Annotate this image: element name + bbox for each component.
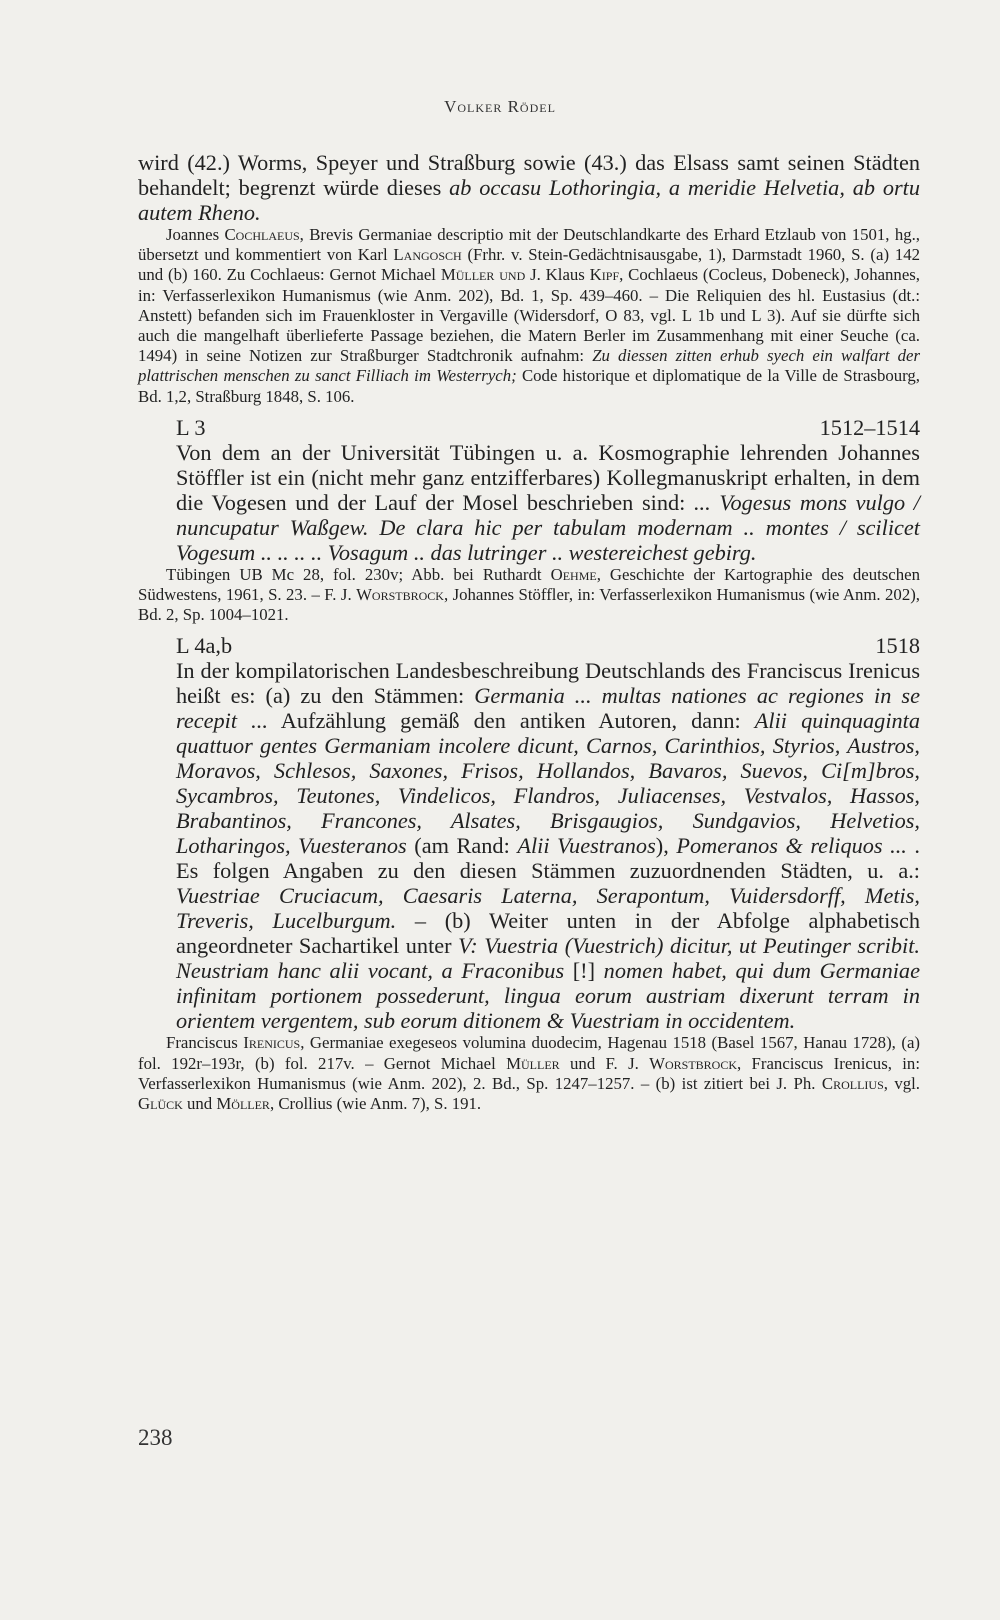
note-text: Franciscus <box>166 1033 244 1053</box>
entry-text: In der kompilatorischen Landesbeschreibung Deutschlands des Franciscus Irenicus heißt es: (a) zu den Stämmen: <box>176 658 920 709</box>
author-name: Möller <box>216 1094 270 1114</box>
author-name: Müller <box>506 1053 560 1073</box>
top-text: wird (42.) Worms, Speyer und Straßburg sowie (43.) das Elsass samt seinen Städten behandelt; begrenzt würde dieses <box>138 150 920 200</box>
note-text: Tübingen UB Mc 28, fol. 230v; Abb. bei Ruthardt <box>166 564 551 584</box>
top-paragraph <box>138 150 920 225</box>
note-text: (Frhr. v. Stein-Gedächtnisausgabe, 1), Darmstadt 1960, S. (a) 142 und (b) 160. Zu Cochlaeus: Gernot Michael <box>138 245 920 285</box>
author-name: Worstbrock <box>649 1053 738 1073</box>
note-text: , Franciscus Irenicus, in: Verfasserlexikon Humanismus (wie Anm. 202), 2. Bd., Sp. 1247–1257. – (b) ist zitiert bei J. Ph. <box>138 1053 920 1093</box>
page-number: 238 <box>138 1425 173 1450</box>
note-latin: Zu diessen zitten erhub syech ein walfart der plattrischen menschen zu sanct Filliach im Westerrych; <box>138 346 920 386</box>
entry-latin: ... Vogesus mons vulgo / nuncupatur Waßgew. De clara hic per tabulam modernam .. montes / scilicet Vogesum .. .. .. .. Vosagum .. das lutringer .. westereichest gebirg. <box>176 489 920 565</box>
running-head: Volker Rödel <box>444 97 556 116</box>
entry-latin: Alii quinquaginta quattuor gentes Germaniam incolere dicunt, Carnos, Carinthios, Styrios, Austros, Moravos, Schlesos, Saxones, Frisos, Hollandos, Bavaros, Suevos, Ci[m]bros, Sycambros, Teutones, Vindelicos, Flandros, Juliacenses, Vestvalos, Hassos, Brabantinos, Francones, Alsates, Brisgaugios, Sundgavios, Helvetios, Lotharingos, Vuesteranos <box>176 708 921 859</box>
author-name: Cochlaeus <box>224 225 300 244</box>
entry-text: – (b) Weiter unten in der Abfolge alphabetisch angeordneter Sachartikel unter <box>176 908 920 959</box>
entry-id: L 4a,b <box>176 633 233 659</box>
note-text: und F. J. <box>559 1053 650 1073</box>
entry-heading-l4 <box>138 633 920 658</box>
entry-latin: Vuestriae Cruciacum, Caesaris Laterna, Serapontum, Vuidersdorff, Metis, Treveris, Lucelburgum. <box>176 883 920 934</box>
note-text: J. Klaus <box>525 265 590 285</box>
entry-body-l3 <box>138 440 920 565</box>
note-text: , vgl. <box>883 1073 921 1093</box>
note-text: , Brevis Germaniae descriptio mit der Deutschlandkarte des Erhard Etzlaub von 1501, hg., übersetzt und kommentiert von Karl <box>138 225 920 265</box>
entry-id: L 3 <box>176 414 206 440</box>
entry-text: . Es folgen Angaben zu den diesen Stämmen zuzuordnenden Städten, u. a.: <box>176 833 920 884</box>
note-text: Joannes <box>166 225 225 244</box>
author-name: Irenicus <box>243 1033 301 1053</box>
author-name: Oehme <box>550 564 597 584</box>
entry-text: ), <box>655 833 677 859</box>
author-name: Kipf <box>589 265 620 285</box>
author-name: Crollius <box>821 1073 884 1093</box>
footnote-l3 <box>138 565 920 626</box>
entry-latin: Alii Vuestranos <box>517 833 656 859</box>
page-content <box>138 150 920 1114</box>
author-name: Müller und <box>440 265 526 285</box>
entry-year: 1518 <box>875 633 920 659</box>
entry-text: Aufzählung gemäß den antiken Autoren, dann: <box>267 708 755 734</box>
entry-heading-l3 <box>138 415 920 440</box>
entry-latin: nomen habet, qui dum Germaniae infinitam portionem possederunt, lingua eorum austriam dixerunt terram in orientem vergentem, sub eorum ditionem & Vuestriam in occidentem. <box>176 958 920 1034</box>
entry-text: Von dem an der Universität Tübingen u. a. Kosmographie lehrenden Johannes Stöffler ist ein (nicht mehr ganz entzifferbares) Kollegmanuskript erhalten, in dem die Vogesen und der Lauf der Mosel beschrieben sind: <box>176 439 920 515</box>
author-name: Glück <box>138 1094 183 1114</box>
note-text: , Crollius (wie Anm. 7), S. 191. <box>269 1094 482 1114</box>
entry-latin: Germania ... multas nationes ac regiones in se recepit ... <box>176 683 921 734</box>
note-text: , Germaniae exegeseos volumina duodecim, Hagenau 1518 (Basel 1567, Hanau 1728), (a) fol. 192r–193r, (b) fol. 217v. – Gernot Michael <box>138 1033 920 1073</box>
note-text: , Johannes Stöffler, in: Verfasserlexikon Humanismus (wie Anm. 202), Bd. 2, Sp. 1004–1021. <box>138 585 920 625</box>
author-name: Langosch <box>393 245 462 265</box>
note-text: und <box>182 1094 217 1114</box>
footnote-cochlaeus <box>138 225 920 407</box>
entry-year: 1512–1514 <box>819 414 920 440</box>
footnote-l4 <box>138 1033 920 1114</box>
note-text: , Cochlaeus (Cocleus, Dobeneck), Johannes, in: Verfasserlexikon Humanismus (wie Anm. 202), Bd. 1, Sp. 439–460. – Die Reliquien des hl. Eustasius (dt.: Anstett) befanden sich im Frauenkloster in Vergaville (Widersdorf, O 83, vgl. L 1b und L 3). Auf sie dürfte sich auch die mangelhaft überlieferte Passage beziehen, die Matern Berler im Zusammenhang mit einer Seuche (ca. 1494) in seine Notizen zur Straßburger Stadtchronik aufnahm: <box>138 265 920 366</box>
entry-latin: Pomeranos & reliquos ... <box>676 833 907 859</box>
entry-text: [!] <box>564 958 604 984</box>
note-text: , Geschichte der Kartographie des deutschen Südwestens, 1961, S. 23. – F. J. <box>138 564 920 605</box>
entry-body-l4 <box>138 658 920 1033</box>
entry-latin: V: Vuestria (Vuestrich) dicitur, ut Peutinger scribit. Neustriam hanc alii vocant, a Fraconibus <box>176 933 920 984</box>
entry-text: (am Rand: <box>406 833 518 859</box>
author-name: Worstbrock <box>356 585 444 605</box>
note-text: Code historique et diplomatique de la Ville de Strasbourg, Bd. 1,2, Straßburg 1848, S. 106. <box>138 366 920 406</box>
top-latin: ab occasu Lothoringia, a meridie Helvetia, ab ortu autem Rheno. <box>138 175 920 225</box>
